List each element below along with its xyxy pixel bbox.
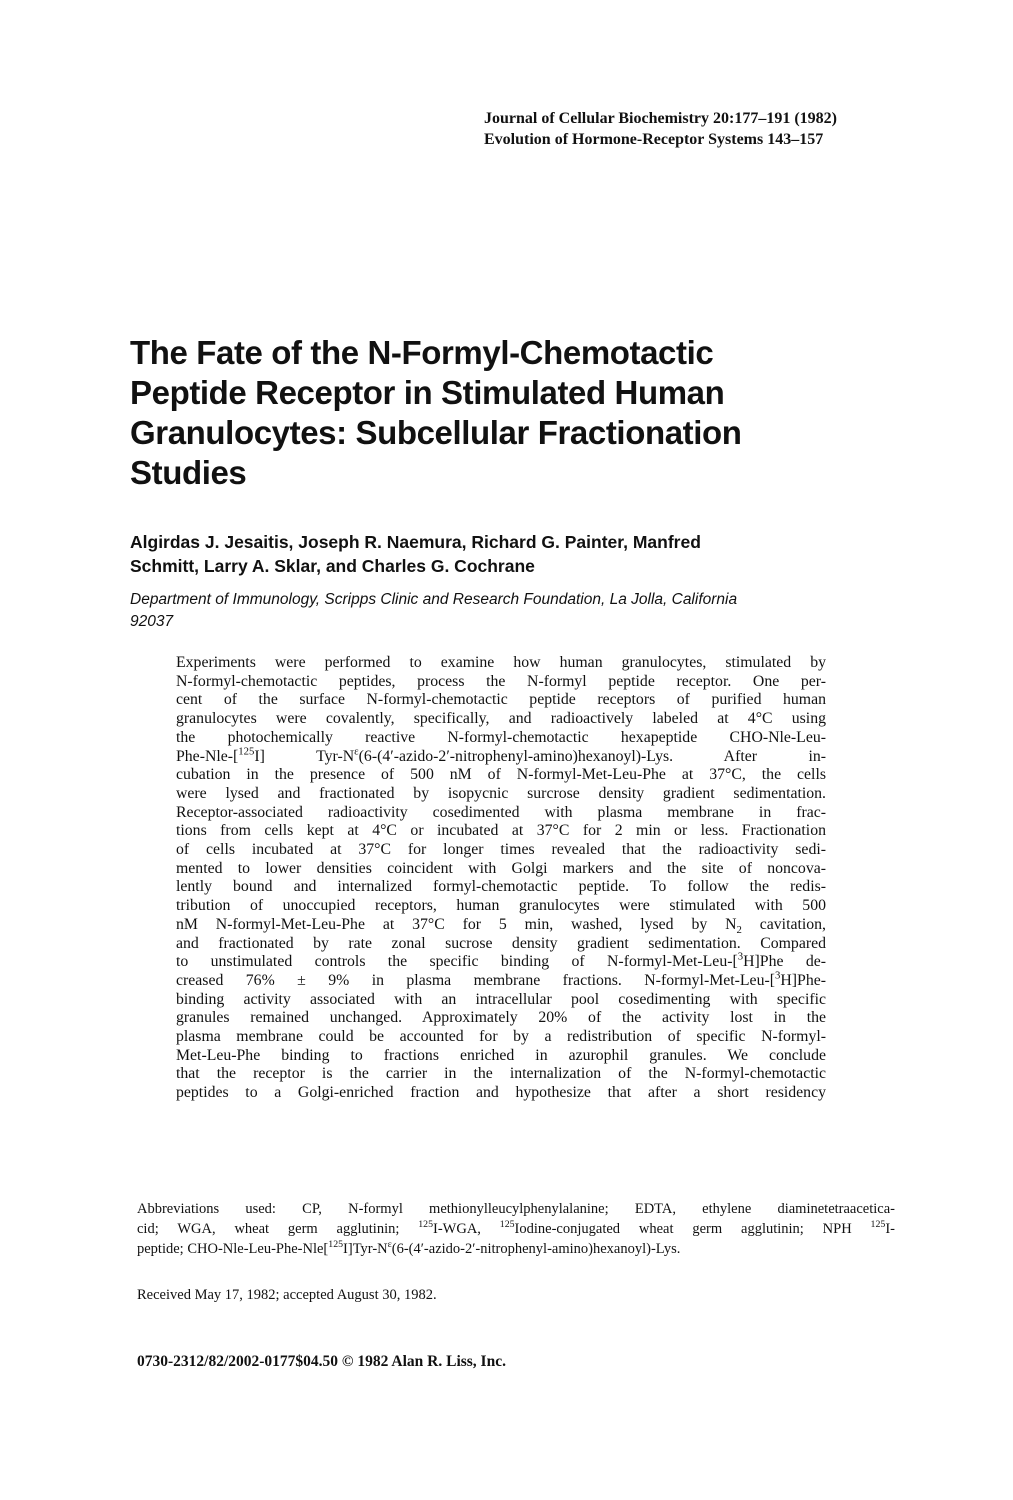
- article-title: [130, 333, 890, 493]
- footnote-line: Abbreviations used: CP, N-formyl methionylleucylphenylalanine; EDTA, ethylene diaminetetraacetica-: [137, 1201, 895, 1217]
- superscript: 125: [870, 1219, 886, 1231]
- affiliation: [130, 589, 890, 633]
- footnote-text: Iodine-conjugated wheat germ agglutinin; NPH: [514, 1221, 871, 1237]
- abstract-line: of cells incubated at 37°C for longer times revealed that the radioactivity sedi-: [176, 841, 826, 859]
- title-line: The Fate of the N-Formyl-Chemotactic: [130, 334, 714, 371]
- abbreviations-footnote: [137, 1199, 895, 1259]
- received-dates: Received May 17, 1982; accepted August 30, 1982.: [137, 1287, 437, 1303]
- copyright-line: 0730-2312/82/2002-0177$04.50 © 1982 Alan R. Liss, Inc.: [137, 1353, 506, 1370]
- abstract-line: peptides to a Golgi-enriched fraction and hypothesize that after a short residency: [176, 1084, 826, 1102]
- journal-header: [484, 108, 944, 150]
- abstract-line: granulocytes were covalently, specifically, and radioactively labeled at 4°C using: [176, 710, 826, 728]
- footnote-text: peptide; CHO-Nle-Leu-Phe-Nle[: [137, 1241, 329, 1257]
- abstract-text: cavitation,: [741, 915, 826, 933]
- abstract-text: (6-(4′-azido-2′-nitrophenyl-amino)hexanoyl)-Lys. After in-: [358, 747, 826, 765]
- superscript: 3: [737, 950, 744, 963]
- abstract-line: [176, 916, 826, 935]
- abstract-text: nM N-formyl-Met-Leu-Phe at 37°C for 5 min, washed, lysed by N: [176, 915, 737, 933]
- abstract-text: H]Phe de-: [743, 953, 827, 971]
- superscript: ε: [354, 745, 359, 758]
- abstract-line: tions from cells kept at 4°C or incubated at 37°C for 2 min or less. Fractionation: [176, 822, 826, 840]
- abstract-line: mented to lower densities coincident with Golgi markers and the site of noncova-: [176, 859, 826, 877]
- abstract-line: cubation in the presence of 500 nM of N-formyl-Met-Leu-Phe at 37°C, the cells: [176, 766, 826, 784]
- abstract-text: creased 76% ± 9% in plasma membrane fractions. N-formyl-Met-Leu-[: [176, 971, 775, 989]
- abstract-text: to unstimulated controls the specific binding of N-formyl-Met-Leu-[: [176, 953, 738, 971]
- abstract-line: Experiments were performed to examine how human granulocytes, stimulated by: [176, 654, 826, 671]
- superscript: 125: [238, 745, 255, 758]
- author-list: [130, 530, 890, 578]
- superscript: 125: [499, 1219, 515, 1231]
- abstract-line: the photochemically reactive N-formyl-chemotactic hexapeptide CHO-Nle-Leu-: [176, 728, 826, 746]
- journal-citation: Journal of Cellular Biochemistry 20:177–191 (1982): [484, 110, 838, 127]
- abstract-line: [176, 745, 826, 767]
- abstract-text: Phe-Nle-[: [176, 747, 239, 765]
- journal-series: Evolution of Hormone-Receptor Systems 143–157: [484, 131, 824, 148]
- abstract-line: granules remained unchanged. Approximately 20% of the activity lost in the: [176, 1009, 826, 1027]
- footnote-text: I]Tyr-N: [343, 1241, 388, 1257]
- footnote-line: [137, 1219, 895, 1239]
- abstract-line: plasma membrane could be accounted for by a redistribution of specific N-formyl-: [176, 1028, 826, 1046]
- abstract-line: cent of the surface N-formyl-chemotactic peptide receptors of purified human: [176, 691, 826, 709]
- footnote-text: I-WGA,: [433, 1221, 500, 1237]
- superscript: ε: [387, 1239, 392, 1251]
- footnote-text: cid; WGA, wheat germ agglutinin;: [137, 1221, 419, 1237]
- abstract-line: Receptor-associated radioactivity cosedimented with plasma membrane in frac-: [176, 803, 826, 821]
- abstract-line: Met-Leu-Phe binding to fractions enriched in azurophil granules. We conclude: [176, 1046, 826, 1064]
- affiliation-line: Department of Immunology, Scripps Clinic and Research Foundation, La Jolla, California: [130, 591, 738, 608]
- author-line: Algirdas J. Jesaitis, Joseph R. Naemura, Richard G. Painter, Manfred: [130, 532, 701, 552]
- abstract-line: [176, 969, 826, 991]
- abstract-line: and fractionated by rate zonal sucrose density gradient sedimentation. Compared: [176, 934, 826, 952]
- title-line: Granulocytes: Subcellular Fractionation: [130, 414, 742, 451]
- abstract: [176, 654, 826, 1103]
- abstract-line: tribution of unoccupied receptors, human granulocytes were stimulated with 500: [176, 897, 826, 915]
- abstract-line: N-formyl-chemotactic peptides, process the N-formyl peptide receptor. One per-: [176, 672, 826, 690]
- subscript: 2: [736, 924, 742, 936]
- abstract-line: lently bound and internalized formyl-chemotactic peptide. To follow the redis-: [176, 878, 826, 896]
- footnote-text: I-: [885, 1221, 895, 1237]
- superscript: 125: [418, 1219, 434, 1231]
- abstract-line: were lysed and fractionated by isopycnic surcrose density gradient sedimentation.: [176, 784, 826, 802]
- author-line: Schmitt, Larry A. Sklar, and Charles G. Cochrane: [130, 556, 535, 576]
- superscript: 125: [328, 1239, 344, 1251]
- title-line: Peptide Receptor in Stimulated Human: [130, 374, 725, 411]
- footnote-line: [137, 1239, 895, 1259]
- affiliation-line: 92037: [130, 613, 174, 630]
- abstract-text: H]Phe-: [780, 971, 826, 989]
- abstract-line: that the receptor is the carrier in the internalization of the N-formyl-chemotactic: [176, 1065, 826, 1083]
- abstract-line: [176, 950, 827, 972]
- footnote-text: (6-(4′-azido-2′-nitrophenyl-amino)hexanoyl)-Lys.: [391, 1241, 681, 1257]
- abstract-text: I] Tyr-N: [254, 747, 355, 765]
- abstract-line: binding activity associated with an intracellular pool cosedimenting with specific: [176, 990, 826, 1008]
- superscript: 3: [775, 969, 781, 982]
- title-line: Studies: [130, 454, 247, 491]
